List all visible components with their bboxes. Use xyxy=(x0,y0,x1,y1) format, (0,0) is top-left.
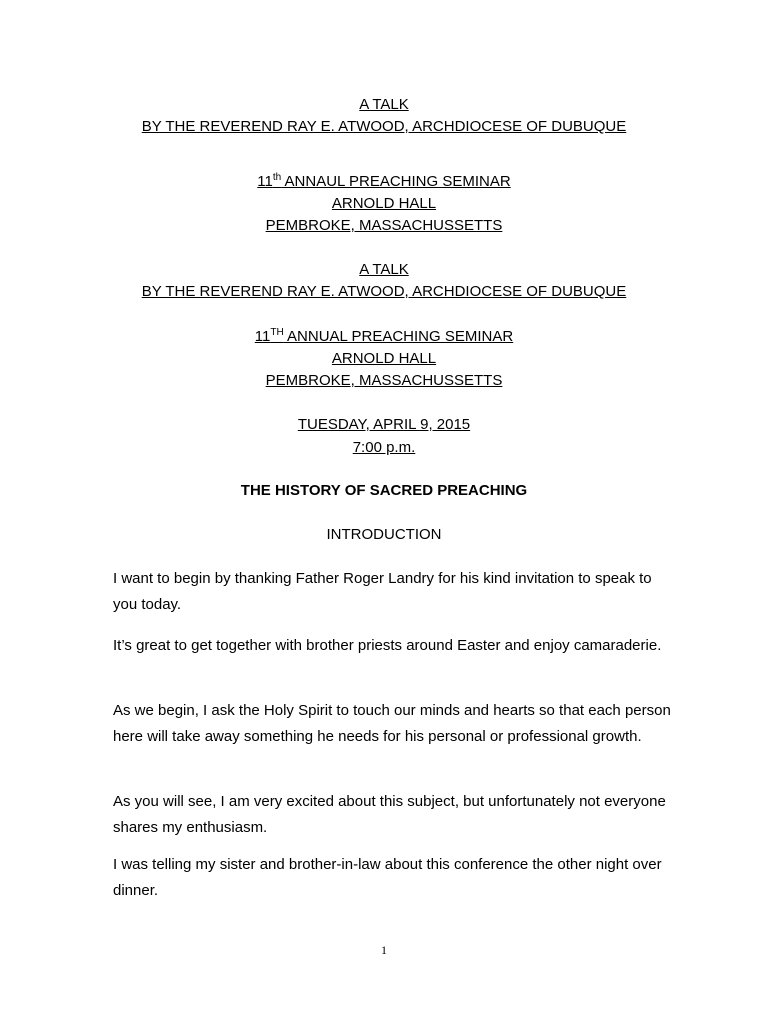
header2-talk: A TALK xyxy=(359,261,409,278)
page-number: 1 xyxy=(381,943,387,957)
talk-time: 7:00 p.m. xyxy=(352,439,416,456)
paragraph-text: As you will see, I am very excited about this subject, but unfortunately not everyone shares my enthusiasm. xyxy=(113,793,666,836)
header1-seminar-number: 11 xyxy=(257,173,273,190)
talk-date: TUESDAY, APRIL 9, 2015 xyxy=(297,416,471,433)
header2-hall: ARNOLD HALL xyxy=(331,350,437,367)
talk-title: THE HISTORY OF SACRED PREACHING xyxy=(240,482,528,499)
paragraph xyxy=(91,633,678,659)
header1-byline: BY THE REVEREND RAY E. ATWOOD, ARCHDIOCESE OF DUBUQUE xyxy=(141,118,627,135)
header2-byline: BY THE REVEREND RAY E. ATWOOD, ARCHDIOCESE OF DUBUQUE xyxy=(141,283,627,300)
paragraph-text: It’s great to get together with brother priests around Easter and enjoy camaraderie. xyxy=(113,637,662,654)
header1-seminar-text: ANNAUL PREACHING SEMINAR xyxy=(281,173,511,190)
paragraph xyxy=(91,852,678,904)
paragraph xyxy=(91,789,678,841)
header2-place: PEMBROKE, MASSACHUSSETTS xyxy=(265,372,503,389)
paragraph xyxy=(91,566,678,618)
paragraph xyxy=(91,698,678,750)
header2-seminar-ordinal: TH xyxy=(270,327,284,338)
paragraph-text: As we begin, I ask the Holy Spirit to touch our minds and hearts so that each person here will take away something he needs for his personal or professional growth. xyxy=(113,702,671,745)
section-heading: INTRODUCTION xyxy=(326,526,442,543)
header1-place: PEMBROKE, MASSACHUSSETTS xyxy=(265,217,503,234)
header2-seminar xyxy=(0,326,768,348)
header1-seminar-ordinal: th xyxy=(272,172,282,183)
paragraph-text: I want to begin by thanking Father Roger Landry for his kind invitation to speak to you today. xyxy=(113,570,652,613)
header2-seminar-number: 11 xyxy=(254,328,271,345)
paragraph-text: I was telling my sister and brother-in-law about this conference the other night over dinner. xyxy=(113,856,662,899)
header2-seminar-text: ANNUAL PREACHING SEMINAR xyxy=(283,328,514,345)
header1-seminar xyxy=(0,171,768,193)
header1-hall: ARNOLD HALL xyxy=(331,195,437,212)
header1-talk: A TALK xyxy=(359,96,409,113)
